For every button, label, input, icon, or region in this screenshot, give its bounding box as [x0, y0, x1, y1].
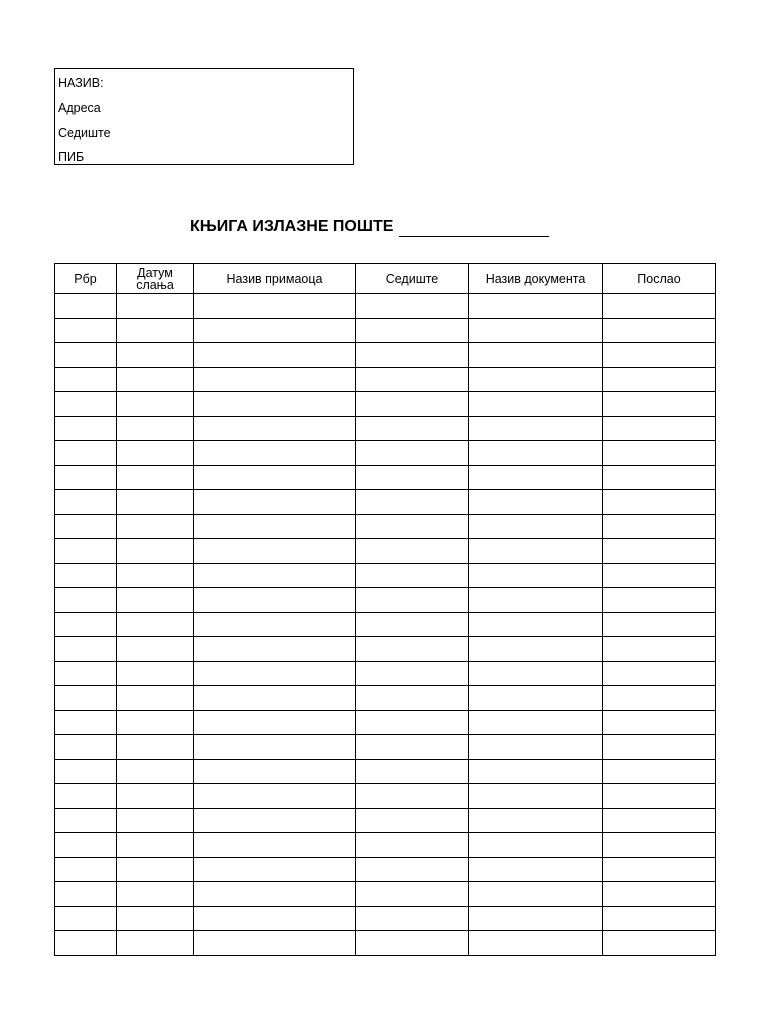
cell-recipient-name[interactable]: [194, 710, 356, 735]
cell-send-date[interactable]: [117, 588, 194, 613]
cell-rbr[interactable]: [55, 318, 117, 343]
cell-document-name[interactable]: [469, 857, 603, 882]
cell-rbr[interactable]: [55, 563, 117, 588]
cell-sent-by[interactable]: [603, 588, 716, 613]
cell-recipient-name[interactable]: [194, 784, 356, 809]
cell-sent-by[interactable]: [603, 294, 716, 319]
cell-seat[interactable]: [356, 392, 469, 417]
column-header-sent-by: Послао: [603, 264, 716, 294]
document-title-text: КЊИГА ИЗЛАЗНЕ ПОШТЕ: [190, 218, 394, 235]
cell-recipient-name[interactable]: [194, 612, 356, 637]
cell-send-date[interactable]: [117, 490, 194, 515]
cell-sent-by[interactable]: [603, 612, 716, 637]
cell-recipient-name[interactable]: [194, 294, 356, 319]
cell-document-name[interactable]: [469, 465, 603, 490]
column-header-document-name: Назив документа: [469, 264, 603, 294]
cell-seat[interactable]: [356, 465, 469, 490]
cell-send-date[interactable]: [117, 441, 194, 466]
cell-seat[interactable]: [356, 735, 469, 760]
cell-seat[interactable]: [356, 612, 469, 637]
cell-send-date[interactable]: [117, 612, 194, 637]
cell-recipient-name[interactable]: [194, 882, 356, 907]
table-row: [55, 759, 716, 784]
cell-sent-by[interactable]: [603, 661, 716, 686]
cell-seat[interactable]: [356, 318, 469, 343]
cell-recipient-name[interactable]: [194, 441, 356, 466]
table-row: [55, 882, 716, 907]
cell-document-name[interactable]: [469, 759, 603, 784]
table-row: [55, 612, 716, 637]
cell-sent-by[interactable]: [603, 710, 716, 735]
cell-send-date[interactable]: [117, 759, 194, 784]
cell-sent-by[interactable]: [603, 833, 716, 858]
cell-document-name[interactable]: [469, 710, 603, 735]
cell-seat[interactable]: [356, 686, 469, 711]
cell-send-date[interactable]: [117, 539, 194, 564]
table-row: [55, 294, 716, 319]
cell-rbr[interactable]: [55, 539, 117, 564]
cell-send-date[interactable]: [117, 637, 194, 662]
cell-send-date[interactable]: [117, 343, 194, 368]
table-row: [55, 588, 716, 613]
cell-document-name[interactable]: [469, 514, 603, 539]
cell-sent-by[interactable]: [603, 465, 716, 490]
cell-recipient-name[interactable]: [194, 637, 356, 662]
cell-recipient-name[interactable]: [194, 539, 356, 564]
column-header-send-date-text: Датум слања: [136, 265, 174, 292]
cell-sent-by[interactable]: [603, 318, 716, 343]
cell-rbr[interactable]: [55, 637, 117, 662]
cell-recipient-name[interactable]: [194, 367, 356, 392]
name-label: НАЗИВ:: [58, 76, 104, 90]
cell-send-date[interactable]: [117, 661, 194, 686]
table-body: [55, 294, 716, 956]
cell-sent-by[interactable]: [603, 539, 716, 564]
cell-sent-by[interactable]: [603, 514, 716, 539]
cell-send-date[interactable]: [117, 465, 194, 490]
cell-document-name[interactable]: [469, 441, 603, 466]
cell-send-date[interactable]: [117, 294, 194, 319]
cell-sent-by[interactable]: [603, 490, 716, 515]
table-row: [55, 465, 716, 490]
cell-document-name[interactable]: [469, 784, 603, 809]
cell-recipient-name[interactable]: [194, 514, 356, 539]
cell-seat[interactable]: [356, 759, 469, 784]
cell-document-name[interactable]: [469, 563, 603, 588]
cell-document-name[interactable]: [469, 367, 603, 392]
cell-sent-by[interactable]: [603, 906, 716, 931]
table-header-row: [55, 264, 716, 294]
table-row: [55, 318, 716, 343]
cell-recipient-name[interactable]: [194, 343, 356, 368]
cell-document-name[interactable]: [469, 833, 603, 858]
cell-recipient-name[interactable]: [194, 318, 356, 343]
cell-send-date[interactable]: [117, 416, 194, 441]
cell-seat[interactable]: [356, 490, 469, 515]
table-row: [55, 931, 716, 956]
column-header-send-date: [117, 264, 194, 294]
cell-send-date[interactable]: [117, 367, 194, 392]
cell-rbr[interactable]: [55, 931, 117, 956]
cell-rbr[interactable]: [55, 343, 117, 368]
table-row: [55, 906, 716, 931]
cell-seat[interactable]: [356, 808, 469, 833]
cell-seat[interactable]: [356, 514, 469, 539]
table-row: [55, 343, 716, 368]
cell-recipient-name[interactable]: [194, 735, 356, 760]
cell-recipient-name[interactable]: [194, 465, 356, 490]
table-row: [55, 735, 716, 760]
organization-info-box: [54, 68, 354, 165]
cell-rbr[interactable]: [55, 612, 117, 637]
cell-rbr[interactable]: [55, 514, 117, 539]
cell-sent-by[interactable]: [603, 637, 716, 662]
cell-rbr[interactable]: [55, 392, 117, 417]
cell-send-date[interactable]: [117, 563, 194, 588]
cell-document-name[interactable]: [469, 686, 603, 711]
cell-sent-by[interactable]: [603, 343, 716, 368]
cell-send-date[interactable]: [117, 710, 194, 735]
cell-seat[interactable]: [356, 882, 469, 907]
cell-rbr[interactable]: [55, 857, 117, 882]
cell-recipient-name[interactable]: [194, 808, 356, 833]
cell-send-date[interactable]: [117, 686, 194, 711]
cell-document-name[interactable]: [469, 637, 603, 662]
table-row: [55, 392, 716, 417]
table-row: [55, 367, 716, 392]
cell-rbr[interactable]: [55, 906, 117, 931]
cell-document-name[interactable]: [469, 343, 603, 368]
cell-seat[interactable]: [356, 637, 469, 662]
title-blank-line: [399, 220, 549, 237]
cell-seat[interactable]: [356, 661, 469, 686]
table-row: [55, 441, 716, 466]
table-row: [55, 833, 716, 858]
cell-rbr[interactable]: [55, 465, 117, 490]
table-row: [55, 857, 716, 882]
cell-sent-by[interactable]: [603, 857, 716, 882]
cell-recipient-name[interactable]: [194, 490, 356, 515]
cell-seat[interactable]: [356, 343, 469, 368]
cell-document-name[interactable]: [469, 808, 603, 833]
cell-rbr[interactable]: [55, 784, 117, 809]
column-header-rbr: Рбр: [55, 264, 117, 294]
cell-rbr[interactable]: [55, 833, 117, 858]
cell-rbr[interactable]: [55, 490, 117, 515]
cell-document-name[interactable]: [469, 539, 603, 564]
cell-send-date[interactable]: [117, 833, 194, 858]
cell-sent-by[interactable]: [603, 686, 716, 711]
cell-sent-by[interactable]: [603, 931, 716, 956]
cell-rbr[interactable]: [55, 588, 117, 613]
cell-recipient-name[interactable]: [194, 759, 356, 784]
cell-send-date[interactable]: [117, 882, 194, 907]
table-row: [55, 784, 716, 809]
cell-recipient-name[interactable]: [194, 661, 356, 686]
cell-recipient-name[interactable]: [194, 563, 356, 588]
table-row: [55, 808, 716, 833]
cell-rbr[interactable]: [55, 808, 117, 833]
cell-document-name[interactable]: [469, 735, 603, 760]
cell-sent-by[interactable]: [603, 784, 716, 809]
cell-send-date[interactable]: [117, 808, 194, 833]
cell-seat[interactable]: [356, 367, 469, 392]
table-row: [55, 637, 716, 662]
cell-seat[interactable]: [356, 294, 469, 319]
cell-sent-by[interactable]: [603, 367, 716, 392]
column-header-seat: Седиште: [356, 264, 469, 294]
cell-send-date[interactable]: [117, 784, 194, 809]
cell-seat[interactable]: [356, 588, 469, 613]
address-label: Адреса: [58, 101, 101, 115]
cell-rbr[interactable]: [55, 710, 117, 735]
cell-recipient-name[interactable]: [194, 588, 356, 613]
cell-sent-by[interactable]: [603, 392, 716, 417]
cell-sent-by[interactable]: [603, 759, 716, 784]
cell-document-name[interactable]: [469, 882, 603, 907]
cell-seat[interactable]: [356, 784, 469, 809]
cell-send-date[interactable]: [117, 514, 194, 539]
cell-rbr[interactable]: [55, 441, 117, 466]
cell-sent-by[interactable]: [603, 441, 716, 466]
cell-send-date[interactable]: [117, 318, 194, 343]
cell-sent-by[interactable]: [603, 808, 716, 833]
cell-sent-by[interactable]: [603, 735, 716, 760]
cell-recipient-name[interactable]: [194, 857, 356, 882]
table-row: [55, 514, 716, 539]
cell-recipient-name[interactable]: [194, 686, 356, 711]
cell-send-date[interactable]: [117, 857, 194, 882]
cell-seat[interactable]: [356, 416, 469, 441]
cell-seat[interactable]: [356, 563, 469, 588]
cell-document-name[interactable]: [469, 392, 603, 417]
cell-rbr[interactable]: [55, 759, 117, 784]
cell-sent-by[interactable]: [603, 882, 716, 907]
cell-document-name[interactable]: [469, 661, 603, 686]
cell-document-name[interactable]: [469, 588, 603, 613]
cell-rbr[interactable]: [55, 735, 117, 760]
cell-recipient-name[interactable]: [194, 931, 356, 956]
cell-send-date[interactable]: [117, 735, 194, 760]
cell-seat[interactable]: [356, 833, 469, 858]
cell-recipient-name[interactable]: [194, 416, 356, 441]
seat-label: Седиште: [58, 126, 111, 140]
cell-seat[interactable]: [356, 906, 469, 931]
pib-label: ПИБ: [58, 150, 85, 164]
cell-send-date[interactable]: [117, 931, 194, 956]
document-title: [190, 217, 549, 237]
cell-rbr[interactable]: [55, 367, 117, 392]
table-row: [55, 710, 716, 735]
cell-recipient-name[interactable]: [194, 833, 356, 858]
cell-seat[interactable]: [356, 710, 469, 735]
table-row: [55, 661, 716, 686]
cell-document-name[interactable]: [469, 931, 603, 956]
cell-send-date[interactable]: [117, 392, 194, 417]
cell-send-date[interactable]: [117, 906, 194, 931]
table-row: [55, 490, 716, 515]
cell-rbr[interactable]: [55, 686, 117, 711]
table-row: [55, 563, 716, 588]
cell-rbr[interactable]: [55, 416, 117, 441]
cell-document-name[interactable]: [469, 294, 603, 319]
cell-seat[interactable]: [356, 857, 469, 882]
table-row: [55, 539, 716, 564]
outgoing-mail-table: [54, 263, 716, 956]
cell-document-name[interactable]: [469, 906, 603, 931]
table-row: [55, 686, 716, 711]
cell-document-name[interactable]: [469, 612, 603, 637]
cell-rbr[interactable]: [55, 882, 117, 907]
table-row: [55, 416, 716, 441]
cell-document-name[interactable]: [469, 416, 603, 441]
cell-rbr[interactable]: [55, 294, 117, 319]
column-header-recipient-name: Назив примаоца: [194, 264, 356, 294]
cell-seat[interactable]: [356, 931, 469, 956]
cell-recipient-name[interactable]: [194, 906, 356, 931]
cell-seat[interactable]: [356, 539, 469, 564]
cell-rbr[interactable]: [55, 661, 117, 686]
cell-sent-by[interactable]: [603, 416, 716, 441]
cell-document-name[interactable]: [469, 318, 603, 343]
cell-seat[interactable]: [356, 441, 469, 466]
cell-recipient-name[interactable]: [194, 392, 356, 417]
cell-sent-by[interactable]: [603, 563, 716, 588]
cell-document-name[interactable]: [469, 490, 603, 515]
